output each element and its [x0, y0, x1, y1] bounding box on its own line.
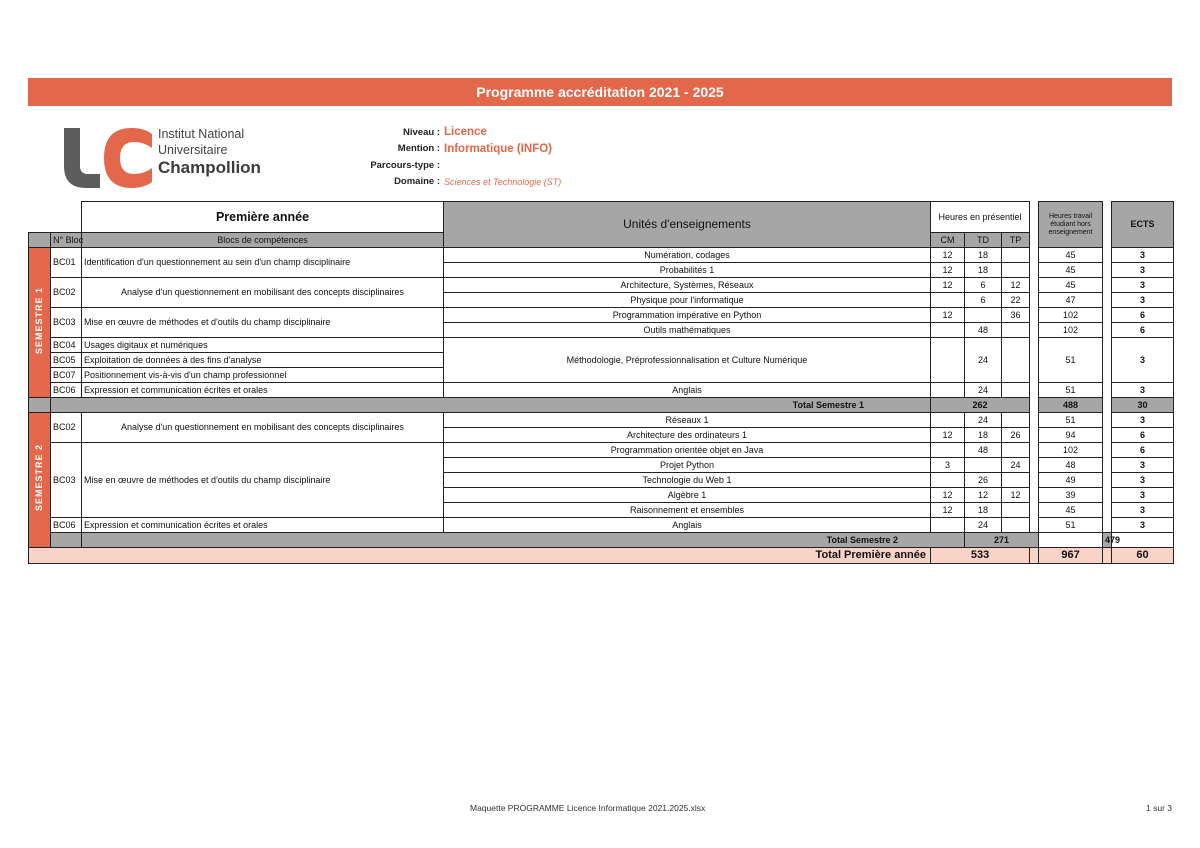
ects-value: 3	[1112, 503, 1174, 518]
cm-value	[931, 413, 965, 428]
bloc-label: Exploitation de données à des fins d'analyse	[82, 353, 444, 368]
travail-value: 47	[1039, 293, 1103, 308]
tp-value: 36	[1002, 308, 1030, 323]
travail-value: 102	[1039, 323, 1103, 338]
tp-value	[1002, 413, 1030, 428]
ects-value: 3	[1112, 488, 1174, 503]
ue-name: Projet Python	[444, 458, 931, 473]
td-value: 18	[965, 428, 1002, 443]
niveau-label: Niveau :	[403, 126, 440, 138]
td-value	[965, 308, 1002, 323]
footer-filename: Maquette PROGRAMME Licence Informatique 2021.2025.xlsx	[470, 803, 706, 813]
bloc-code: BC03	[51, 308, 82, 338]
bloc-code: BC07	[51, 368, 82, 383]
tp-value	[1002, 383, 1030, 398]
ects-value: 3	[1112, 263, 1174, 278]
table-row	[29, 518, 1174, 533]
cm-value	[931, 323, 965, 338]
s1-total-heures: 262	[931, 398, 1030, 413]
ects-value: 3	[1112, 248, 1174, 263]
tp-value: 22	[1002, 293, 1030, 308]
table-row	[29, 443, 1174, 458]
tp-value	[1002, 338, 1030, 383]
tp-value	[1002, 503, 1030, 518]
curriculum-table	[28, 201, 1174, 564]
ue-name: Physique pour l'informatique	[444, 293, 931, 308]
ue-name: Numération, codages	[444, 248, 931, 263]
travail-value: 45	[1039, 278, 1103, 293]
td-value: 6	[965, 293, 1002, 308]
td-value: 26	[965, 473, 1002, 488]
cm-value	[931, 443, 965, 458]
table-row	[29, 248, 1174, 263]
semester-1-total-row	[29, 398, 1174, 413]
bloc-label: Mise en œuvre de méthodes et d'outils du champ disciplinaire	[82, 308, 444, 338]
travail-value: 94	[1039, 428, 1103, 443]
cm-value	[931, 518, 965, 533]
bloc-label: Analyse d'un questionnement en mobilisant des concepts disciplinaires	[82, 278, 444, 308]
tp-value	[1002, 443, 1030, 458]
tp-value: 12	[1002, 278, 1030, 293]
cm-header: CM	[931, 233, 965, 248]
td-value: 24	[965, 518, 1002, 533]
travail-value: 51	[1039, 413, 1103, 428]
ue-name: Architecture des ordinateurs 1	[444, 428, 931, 443]
ue-name: Réseaux 1	[444, 413, 931, 428]
mention-value: Informatique (INFO)	[444, 142, 552, 155]
td-value: 18	[965, 263, 1002, 278]
cm-value: 12	[931, 428, 965, 443]
parcours-label: Parcours-type :	[370, 159, 440, 171]
td-value: 24	[965, 383, 1002, 398]
semester-2-label: SEMESTRE 2	[29, 413, 51, 548]
ects-value: 3	[1112, 458, 1174, 473]
cm-value: 12	[931, 263, 965, 278]
cm-value	[931, 338, 965, 383]
table-row	[29, 338, 1174, 353]
ue-name: Architecture, Systèmes, Réseaux	[444, 278, 931, 293]
s1-total-travail: 488	[1039, 398, 1103, 413]
ects-value: 3	[1112, 338, 1174, 383]
domaine-label: Domaine :	[394, 176, 440, 188]
ue-name: Anglais	[444, 383, 931, 398]
travail-value: 102	[1039, 308, 1103, 323]
tp-header: TP	[1002, 233, 1030, 248]
travail-value: 45	[1039, 248, 1103, 263]
cm-value: 12	[931, 308, 965, 323]
year-total-travail: 967	[1039, 548, 1103, 564]
tp-value: 26	[1002, 428, 1030, 443]
td-value: 48	[965, 443, 1002, 458]
table-row	[29, 308, 1174, 323]
year-total-label: Total Première année	[29, 548, 931, 564]
bloc-code: BC01	[51, 248, 82, 278]
ue-name: Outils mathématiques	[444, 323, 931, 338]
semester-1-label: SEMESTRE 1	[29, 248, 51, 398]
bloc-code: BC02	[51, 278, 82, 308]
table-row	[29, 383, 1174, 398]
footer-page: 1 sur 3	[1146, 803, 1172, 813]
travail-value: 39	[1039, 488, 1103, 503]
ects-value: 3	[1112, 293, 1174, 308]
tp-value	[1002, 323, 1030, 338]
travail-value: 49	[1039, 473, 1103, 488]
bloc-label: Analyse d'un questionnement en mobilisant des concepts disciplinaires	[82, 413, 444, 443]
ects-value: 6	[1112, 323, 1174, 338]
tp-value	[1002, 263, 1030, 278]
ects-value: 3	[1112, 383, 1174, 398]
bloc-code: BC06	[51, 383, 82, 398]
niveau-value: Licence	[444, 126, 487, 139]
cm-value: 12	[931, 278, 965, 293]
bloc-label: Expression et communication écrites et orales	[82, 518, 444, 533]
td-value	[965, 458, 1002, 473]
td-value: 24	[965, 338, 1002, 383]
travail-value: 51	[1039, 338, 1103, 383]
mention-label: Mention :	[397, 143, 440, 155]
semester-2-total-row	[29, 533, 1174, 548]
bloc-label: Usages digitaux et numériques	[82, 338, 444, 353]
logo-line-3: Champollion	[158, 158, 261, 177]
logo-line-1: Institut National	[158, 127, 245, 141]
cm-value	[931, 473, 965, 488]
table-row	[29, 278, 1174, 293]
tp-value: 12	[1002, 488, 1030, 503]
travail-value: 45	[1039, 503, 1103, 518]
table-row	[29, 413, 1174, 428]
tp-value	[1002, 518, 1030, 533]
tp-value	[1002, 248, 1030, 263]
year-total-row	[29, 548, 1174, 564]
travail-value: 51	[1039, 383, 1103, 398]
cm-value: 3	[931, 458, 965, 473]
heures-header: Heures en présentiel	[931, 202, 1030, 233]
td-value: 12	[965, 488, 1002, 503]
ects-value: 6	[1112, 428, 1174, 443]
cm-value: 12	[931, 248, 965, 263]
s1-total-label: Total Semestre 1	[51, 398, 931, 413]
bloc-code: BC05	[51, 353, 82, 368]
ects-value: 3	[1112, 473, 1174, 488]
ects-value: 6	[1112, 443, 1174, 458]
ue-name: Anglais	[444, 518, 931, 533]
s1-total-ects: 30	[1112, 398, 1174, 413]
s2-total-travail: 479	[1103, 533, 1112, 548]
td-header: TD	[965, 233, 1002, 248]
ue-name: Programmation orientée objet en Java	[444, 443, 931, 458]
bloc-code: BC04	[51, 338, 82, 353]
ects-value: 6	[1112, 308, 1174, 323]
annee-header: Première année	[82, 202, 444, 233]
ue-name: Technologie du Web 1	[444, 473, 931, 488]
ue-name: Algèbre 1	[444, 488, 931, 503]
ue-header: Unités d'enseignements	[444, 202, 931, 248]
td-value: 18	[965, 503, 1002, 518]
ue-name: Raisonnement et ensembles	[444, 503, 931, 518]
bloc-label: Identification d'un questionnement au sein d'un champ disciplinaire	[82, 248, 444, 278]
ue-name: Méthodologie, Préprofessionnalisation et Culture Numérique	[444, 338, 931, 383]
ects-value: 3	[1112, 518, 1174, 533]
td-value: 24	[965, 413, 1002, 428]
logo-line-2: Universitaire	[158, 143, 228, 157]
bloc-code: BC03	[51, 443, 82, 518]
blocs-header: Blocs de compétences	[82, 233, 444, 248]
bloc-label: Mise en œuvre de méthodes et d'outils du champ disciplinaire	[82, 443, 444, 518]
bloc-label: Positionnement vis-à-vis d'un champ professionnel	[82, 368, 444, 383]
year-total-ects: 60	[1112, 548, 1174, 564]
bloc-label: Expression et communication écrites et orales	[82, 383, 444, 398]
s2-total-label: Total Semestre 2	[82, 533, 965, 548]
program-meta	[300, 124, 561, 190]
td-value: 6	[965, 278, 1002, 293]
document-banner: Programme accréditation 2021 - 2025	[28, 78, 1172, 106]
s2-total-heures: 271	[965, 533, 1039, 548]
logo-wordmark	[158, 126, 261, 178]
ects-value: 3	[1112, 278, 1174, 293]
ue-name: Programmation impérative en Python	[444, 308, 931, 323]
bloc-code: BC02	[51, 413, 82, 443]
cm-value: 12	[931, 503, 965, 518]
td-value: 48	[965, 323, 1002, 338]
cm-value	[931, 383, 965, 398]
ue-name: Probabilités 1	[444, 263, 931, 278]
travail-value: 48	[1039, 458, 1103, 473]
cm-value	[931, 293, 965, 308]
tp-value	[1002, 473, 1030, 488]
nbloc-header: N° Bloc	[51, 233, 82, 248]
ects-header: ECTS	[1112, 202, 1174, 248]
tp-value: 24	[1002, 458, 1030, 473]
year-total-heures: 533	[931, 548, 1030, 564]
travail-value: 51	[1039, 518, 1103, 533]
td-value: 18	[965, 248, 1002, 263]
travail-value: 102	[1039, 443, 1103, 458]
domaine-value: Sciences et Technologie (ST)	[444, 176, 562, 187]
travail-header: Heures travail étudiant hors enseignement	[1039, 202, 1103, 248]
ects-value: 3	[1112, 413, 1174, 428]
travail-value: 45	[1039, 263, 1103, 278]
cm-value: 12	[931, 488, 965, 503]
bloc-code: BC06	[51, 518, 82, 533]
